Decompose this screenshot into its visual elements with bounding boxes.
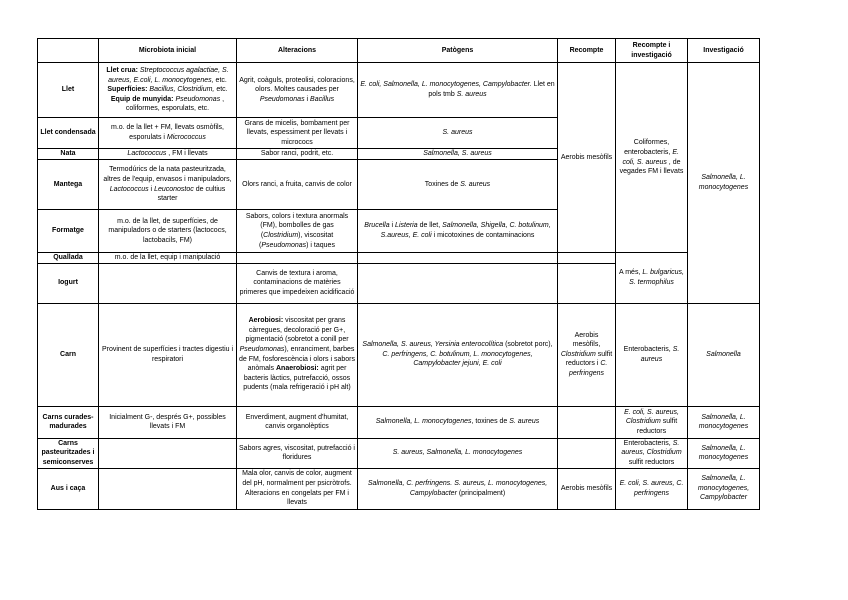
alteracions-cell: Sabors, colors i textura anormals (FM), bombolles de gas (Clostridium), viscositat (Pseudomonas) i taques xyxy=(237,210,358,253)
patogens-cell: Salmonella, C. perfringens. S. aureus, L. monocytogenes, Campylobacter (principalment) xyxy=(358,468,558,509)
recompte-investigacio-cell: E. coli, S. aureus, C. perfringens xyxy=(616,468,688,509)
recompte-investigacio-cell: E. coli, S. aureus, Clostridium sulfit reductors xyxy=(616,406,688,438)
table-row xyxy=(38,438,760,468)
table-row xyxy=(38,468,760,509)
header-recompte: Recompte xyxy=(558,39,616,63)
table-row xyxy=(38,406,760,438)
table-row xyxy=(38,63,760,118)
header-investigacio: Investigació xyxy=(688,39,760,63)
patogens-cell: S. aureus, Salmonella, L. monocytogenes xyxy=(358,438,558,468)
patogens-cell: Salmonella, L. monocytogenes, toxines de S. aureus xyxy=(358,406,558,438)
recompte-cell xyxy=(558,263,616,303)
alteracions-cell: Olors ranci, a fruita, canvis de color xyxy=(237,160,358,210)
header-cell-blank xyxy=(38,39,99,63)
patogens-cell: S. aureus xyxy=(358,118,558,149)
recompte-cell xyxy=(558,438,616,468)
header-microbiota: Microbiota inicial xyxy=(99,39,237,63)
header-alteracions: Alteracions xyxy=(237,39,358,63)
patogens-cell: Toxines de S. aureus xyxy=(358,160,558,210)
food-microbiology-table xyxy=(37,38,760,510)
microbiota-cell: Inicialment G-, després G+, possibles llevats i FM xyxy=(99,406,237,438)
row-label: Carns pasteuritzades i semiconserves xyxy=(38,438,99,468)
recompte-cell xyxy=(558,253,616,264)
recompte-investigacio-cell: A més, L. bulgaricus, S. termophilus xyxy=(616,253,688,304)
header-recompte-investigacio: Recompte i investigació xyxy=(616,39,688,63)
alteracions-cell: Sabor ranci, podrit, etc. xyxy=(237,149,358,160)
microbiota-cell xyxy=(99,468,237,509)
row-label: Aus i caça xyxy=(38,468,99,509)
patogens-cell xyxy=(358,263,558,303)
alteracions-cell xyxy=(237,253,358,264)
patogens-cell: Brucella i Listeria de llet, Salmonella, Shigella, C. botulinum, S.aureus, E. coli i micotoxines de contaminacions xyxy=(358,210,558,253)
investigacio-cell: Salmonella, L. monocytogenes xyxy=(688,438,760,468)
recompte-cell: Aerobis mesòfils xyxy=(558,63,616,253)
patogens-cell: Salmonella, S. aureus xyxy=(358,149,558,160)
microbiota-cell xyxy=(99,263,237,303)
recompte-cell: Aerobis mesòfils xyxy=(558,468,616,509)
row-label: Quallada xyxy=(38,253,99,264)
alteracions-cell: Canvis de textura i aroma, contaminacions de matèries primeres que impedeixen acidificació xyxy=(237,263,358,303)
patogens-cell: E. coli, Salmonella, L. monocytogenes, Campylobacter. Llet en pols tmb S. aureus xyxy=(358,63,558,118)
table-row xyxy=(38,253,760,264)
table-row xyxy=(38,303,760,406)
alteracions-cell: Sabors agres, viscositat, putrefacció i floridures xyxy=(237,438,358,468)
header-patogens: Patògens xyxy=(358,39,558,63)
row-label: Llet xyxy=(38,63,99,118)
microbiota-cell: m.o. de la llet, de superfícies, de manipuladors o de starters (lactococs, lactobacils, FM) xyxy=(99,210,237,253)
recompte-investigacio-cell: Enterobacteris, S. aureus, Clostridium sulfit reductors xyxy=(616,438,688,468)
investigacio-cell: Salmonella xyxy=(688,303,760,406)
microbiota-cell xyxy=(99,438,237,468)
microbiota-cell: Llet crua: Streptococcus agalactiae, S. aureus, E.coli, L. monocytogenes, etc. Superfícies: Bacillus, Clostridium, etc. Equip de munyida: Pseudomonas , coliformes, esporulats, etc. xyxy=(99,63,237,118)
recompte-cell xyxy=(558,406,616,438)
investigacio-cell: Salmonella, L. monocytogenes, Campylobacter xyxy=(688,468,760,509)
alteracions-cell: Enverdiment, augment d'humitat, canvis organolèptics xyxy=(237,406,358,438)
recompte-cell: Aerobis mesòfils, Clostridium sulfit reductors i C. perfringens xyxy=(558,303,616,406)
alteracions-cell: Agrit, coàguls, proteolisi, coloracions, olors. Moltes causades per Pseudomonas i Bacillus xyxy=(237,63,358,118)
alteracions-cell: Mala olor, canvis de color, augment del pH, normalment per psicròtrofs. Alteracions en congelats per FM i llevats xyxy=(237,468,358,509)
microbiota-cell: Termodúrics de la nata pasteuritzada, altres de l'equip, envasos i manipuladors, Lactococcus i Leuconostoc de cultius starter xyxy=(99,160,237,210)
row-label: Nata xyxy=(38,149,99,160)
recompte-investigacio-cell: Enterobacteris, S. aureus xyxy=(616,303,688,406)
header-row xyxy=(38,39,760,63)
row-label: Iogurt xyxy=(38,263,99,303)
alteracions-cell: Grans de micelis, bombament per llevats, espessiment per llevats i micrococs xyxy=(237,118,358,149)
microbiota-cell: m.o. de la llet, equip i manipulació xyxy=(99,253,237,264)
microbiota-cell: m.o. de la llet + FM, llevats osmòfils, esporulats i Micrococcus xyxy=(99,118,237,149)
row-label: Mantega xyxy=(38,160,99,210)
row-label: Llet condensada xyxy=(38,118,99,149)
microbiota-cell: Lactococcus , FM i llevats xyxy=(99,149,237,160)
row-label: Formatge xyxy=(38,210,99,253)
investigacio-cell: Salmonella, L. monocytogenes xyxy=(688,63,760,304)
microbiota-cell: Provinent de superfícies i tractes digestiu i respiratori xyxy=(99,303,237,406)
row-label: Carns curades-madurades xyxy=(38,406,99,438)
row-label: Carn xyxy=(38,303,99,406)
patogens-cell: Salmonella, S. aureus, Yersinia enterocolítica (sobretot porc), C. perfringens, C. botulinum, L. monocytogenes, Campylobacter jejuni, E. coli xyxy=(358,303,558,406)
alteracions-cell: Aerobiosi: viscositat per grans càrregues, decoloració per G+, pigmentació (sobretot a conill per Pseudomonas), enranciment, barbes de FM, fosforescència i olors i sabors anòmals Anaerobiosi: agrit per bacteris làctics, putrefacció, ossos pudents (mala refrigeració i pH alt) xyxy=(237,303,358,406)
patogens-cell xyxy=(358,253,558,264)
recompte-investigacio-cell: Coliformes, enterobacteris, E. coli, S. aureus , de vegades FM i llevats xyxy=(616,63,688,253)
investigacio-cell: Salmonella, L. monocytogenes xyxy=(688,406,760,438)
